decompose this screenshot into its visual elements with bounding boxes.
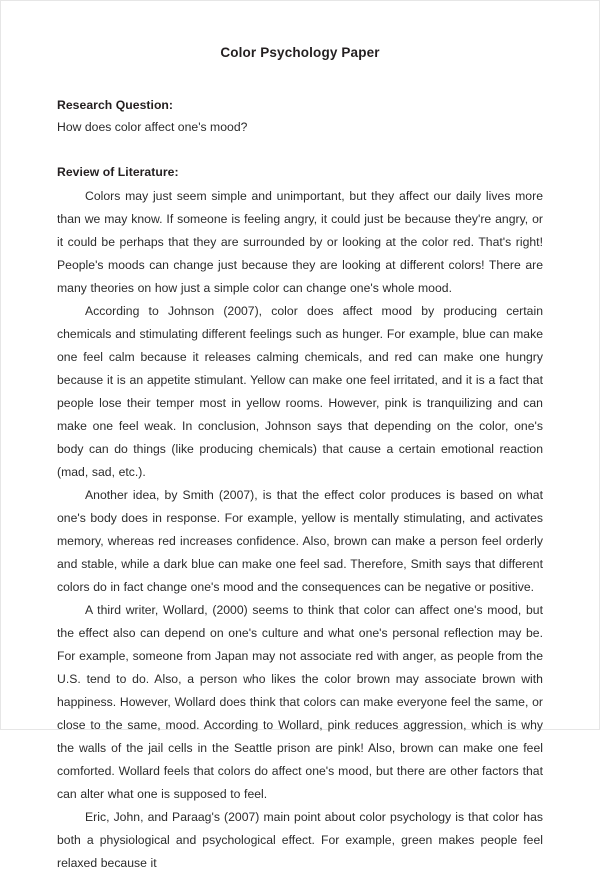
body-paragraph: Colors may just seem simple and unimportant, but they affect our daily lives more than we may know. If someone is feeling angry, it could just be because they're angry, or it could be perhaps that they are surrounded by or looking at the color red. That's right! People's moods can change just because they are looking at different colors! There are many theories on how just a simple color can change one's whole mood. [57, 188, 543, 295]
page-content [1, 1, 599, 875]
body-paragraph: Eric, John, and Paraag's (2007) main point about color psychology is that color has both a physiological and psychological effect. For example, green makes people feel relaxed because it [57, 809, 543, 870]
heading-research-question: Research Question: [57, 98, 174, 113]
body-paragraph: Another idea, by Smith (2007), is that the effect color produces is based on what one's body does in response. For example, yellow is mentally stimulating, and activates memory, whereas red increases confidence. Also, brown can make a person feel orderly and stable, while a dark blue can make one feel sad. Therefore, Smith says that different colors do in fact change one's mood and the consequences can be negative or positive. [57, 487, 543, 594]
research-question-answer: How does color affect one's mood? [57, 119, 248, 134]
body-paragraph: A third writer, Wollard, (2000) seems to think that color can affect one's mood, but the effect also can depend on one's culture and what one's personal reflection may be. For example, someone from Japan may not associate red with anger, as people from the U.S. tend to do. Also, a person who likes the color brown may associate brown with happiness. However, Wollard does think that colors can make everyone feel the same, or close to the same, mood. According to Wollard, pink reduces aggression, which is why the walls of the jail cells in the Seattle prison are pink! Also, brown can make one feel comforted. Wollard feels that colors do affect one's mood, but there are other factors that can alter what one is supposed to feel. [57, 602, 543, 801]
section-spacer [57, 136, 543, 164]
body-paragraph: According to Johnson (2007), color does affect mood by producing certain chemicals and stimulating different feelings such as hunger. For example, blue can make one feel calm because it releases calming chemicals, and red can make one hungry because it is an appetite stimulant. Yellow can make one feel irritated, and it is a fact that people lose their temper most in yellow rooms. However, pink is tranquilizing and can make one feel weak. In conclusion, Johnson says that depending on the color, one's body can do things (like producing chemicals) that cause a certain emotional reaction (mad, sad, etc.). [57, 303, 543, 479]
page-title: Color Psychology Paper [220, 45, 380, 60]
heading-review-of-literature: Review of Literature: [57, 165, 179, 180]
